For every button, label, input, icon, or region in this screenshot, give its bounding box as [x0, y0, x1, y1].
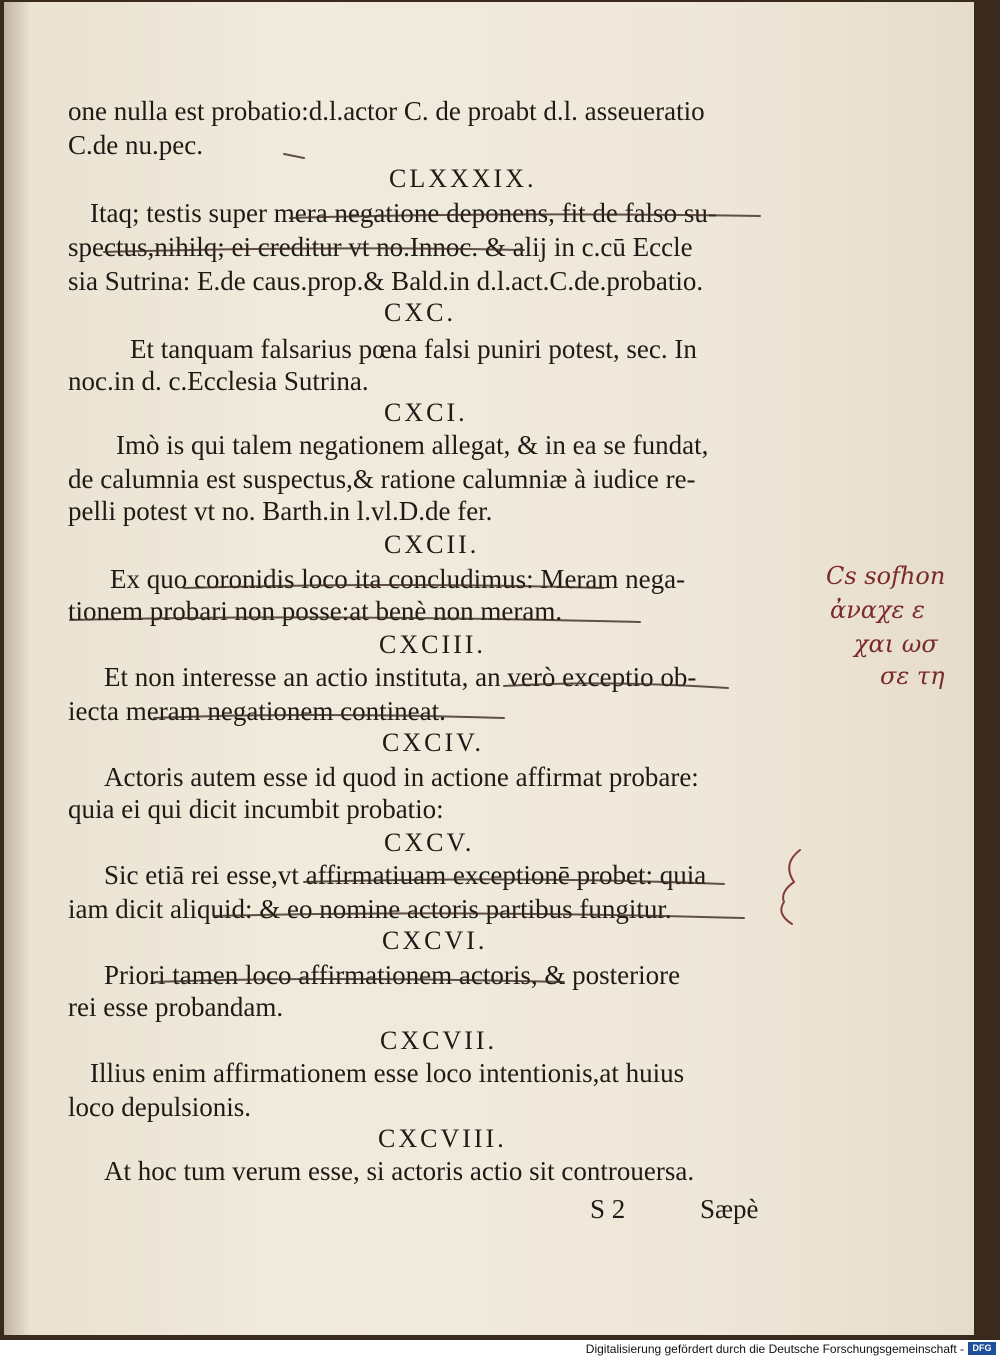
text-line: Et non interesse an actio instituta, an verò exceptio ob-	[104, 662, 697, 692]
signature-mark: S 2	[590, 1194, 626, 1224]
section-number: CLXXXIX.	[389, 164, 537, 193]
text-line: tionem probari non posse:at benè non meram.	[68, 596, 563, 626]
section-number: CXCV.	[384, 828, 475, 857]
underline-stroke	[504, 683, 728, 688]
footer-bar	[0, 1340, 1000, 1358]
underline-stroke	[70, 617, 640, 622]
text-line: Actoris autem esse id quod in actione affirmat probare:	[104, 762, 699, 792]
text-line: Et tanquam falsarius pœna falsi puniri potest, sec. In	[130, 334, 697, 364]
section-number: CXCVIII.	[378, 1124, 507, 1153]
text-line: iecta meram negationem contineat.	[68, 696, 446, 726]
underline-stroke	[154, 715, 504, 718]
text-line: Itaq; testis super mera negatione deponens, fit de falso su-	[90, 198, 717, 228]
text-line: iam dicit aliquid: & eo nomine actoris partibus fungitur.	[68, 894, 672, 924]
margin-annotation: χαι ωσ	[854, 630, 938, 658]
ink-underlines	[4, 2, 974, 1335]
margin-bracket	[781, 850, 800, 924]
underline-stroke	[104, 248, 524, 252]
text-line: C.de nu.pec.	[68, 130, 203, 160]
section-number: CXCVI.	[382, 926, 488, 955]
text-line: loco depulsionis.	[68, 1092, 251, 1122]
underline-stroke	[304, 879, 724, 884]
text-line: rei esse probandam.	[68, 992, 284, 1022]
text-line: Sic etiā rei esse,vt affirmatiuam exceptionē probet: quia	[104, 860, 707, 890]
catchword: Sæpè	[700, 1194, 759, 1224]
text-line: one nulla est probatio:d.l.actor C. de proabt d.l. asseueratio	[68, 96, 705, 126]
text-line: de calumnia est suspectus,& ratione calumniæ à iudice re-	[68, 464, 696, 494]
section-number: CXCVII.	[380, 1026, 498, 1055]
text-line: sia Sutrina: E.de caus.prop.& Bald.in d.l.act.C.de.probatio.	[68, 266, 704, 296]
text-line: Illius enim affirmationem esse loco intentionis,at huius	[90, 1058, 685, 1088]
funding-credit: Digitalisierung gefördert durch die Deutsche Forschungsgemeinschaft -	[585, 1342, 964, 1356]
margin-annotation: Cs sofhon	[826, 562, 946, 590]
section-number: CXCII.	[384, 530, 480, 559]
section-number: CXCIII.	[379, 630, 486, 659]
margin-annotation: ἀναχε ε	[830, 596, 925, 624]
underline-stroke	[290, 214, 760, 218]
text-line: At hoc tum verum esse, si actoris actio sit controuersa.	[104, 1156, 695, 1186]
ink-blot	[284, 154, 304, 158]
section-number: CXC.	[384, 298, 456, 327]
text-line: quia ei qui dicit incumbit probatio:	[68, 794, 444, 824]
text-line: Imò is qui talem negationem allegat, & in ea se fundat,	[116, 430, 709, 460]
text-line: noc.in d. c.Ecclesia Sutrina.	[68, 366, 369, 396]
text-line: pelli potest vt no. Barth.in l.vl.D.de fer.	[68, 496, 493, 526]
underline-stroke	[214, 913, 744, 918]
text-line: Ex quo coronidis loco ita concludimus: Meram nega-	[110, 564, 686, 594]
margin-annotation: σε τη	[880, 662, 945, 690]
text-line: Priori tamen loco affirmationem actoris, & posteriore	[104, 960, 681, 990]
section-number: CXCI.	[384, 398, 468, 427]
underline-stroke	[184, 585, 604, 588]
document-page	[4, 2, 974, 1335]
dfg-logo: DFG	[968, 1342, 996, 1355]
section-number: CXCIV.	[382, 728, 485, 757]
text-line: spectus,nihilq; ei creditur vt no.Innoc. & alij in c.cū Eccle	[68, 232, 693, 262]
underline-stroke	[154, 979, 564, 982]
